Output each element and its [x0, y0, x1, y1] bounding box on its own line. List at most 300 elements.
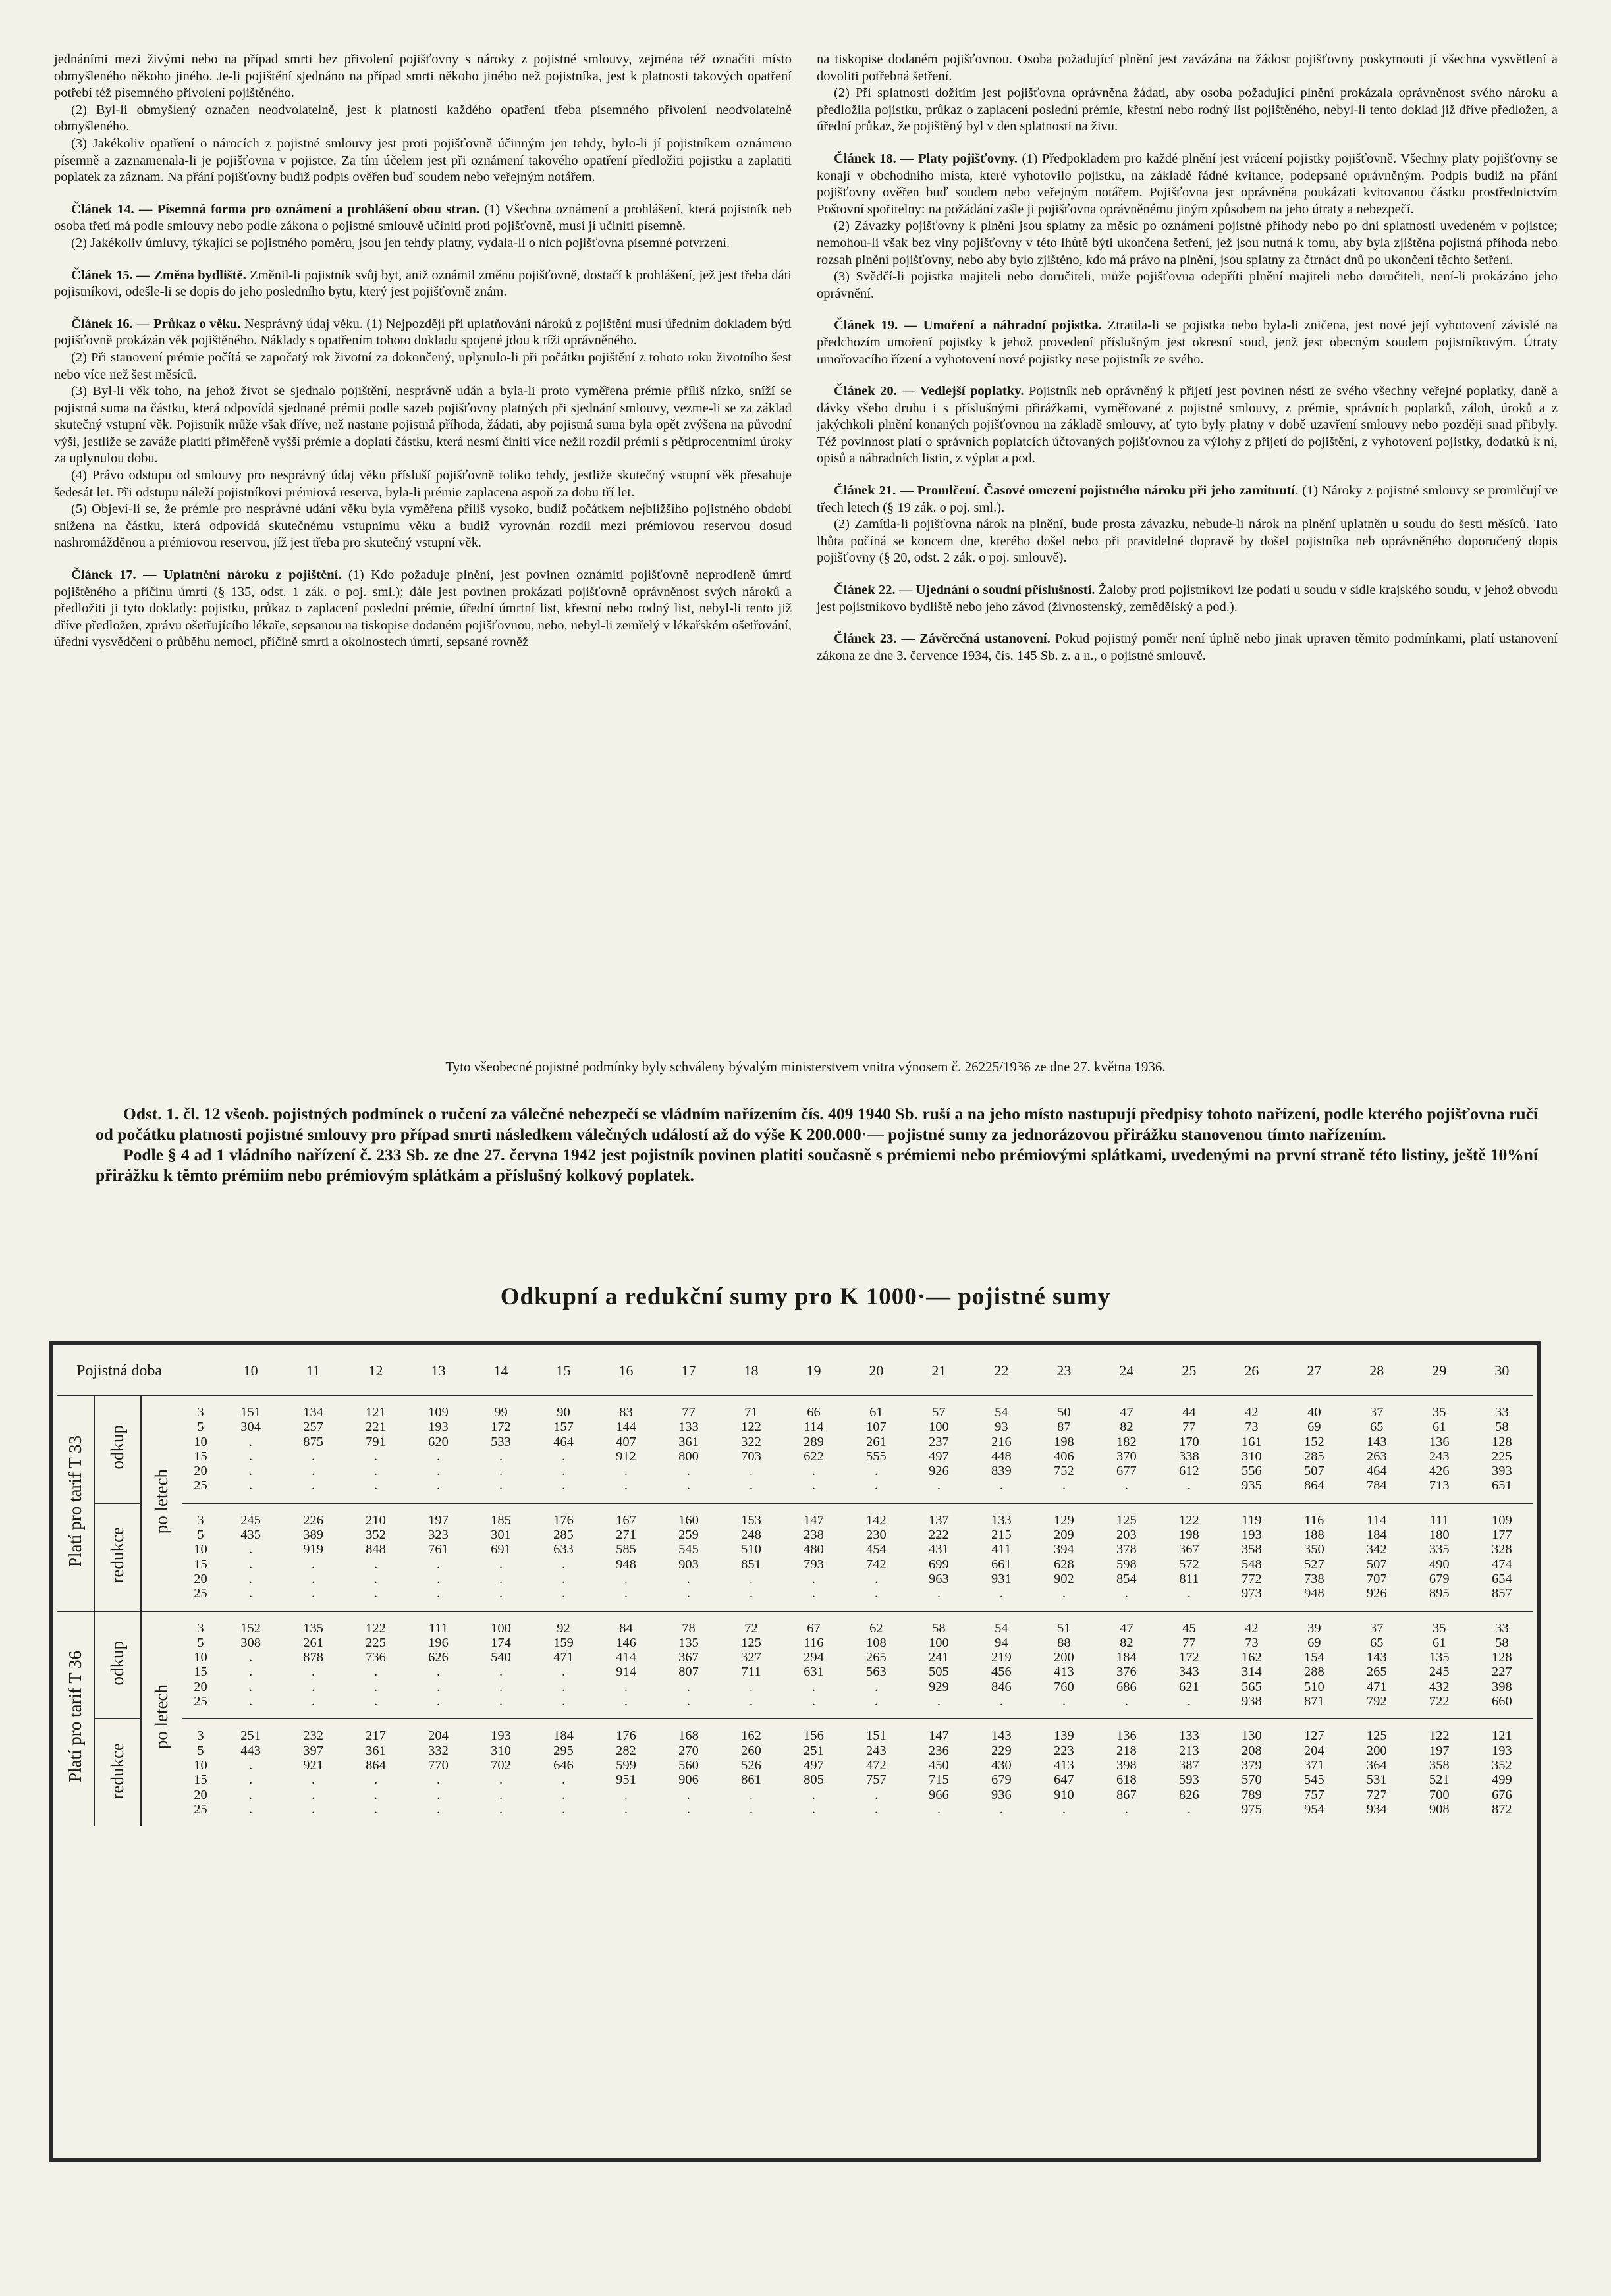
paragraph-text: (1) Nároky z pojistné smlouvy se promlčují ve třech letech (§ 19 zák. o poj. sml.).	[817, 483, 1558, 515]
value: 116	[804, 1635, 824, 1650]
value: 848	[366, 1542, 386, 1557]
value-cell	[1346, 1719, 1408, 1826]
value: .	[561, 1802, 566, 1817]
value: 301	[491, 1528, 511, 1543]
value: 310	[491, 1743, 511, 1758]
value: 58	[1495, 1635, 1509, 1650]
value: .	[1062, 1478, 1066, 1493]
value: 204	[1303, 1743, 1324, 1758]
value: 599	[616, 1757, 636, 1773]
value: 906	[678, 1773, 699, 1788]
value: .	[249, 1773, 253, 1788]
value-cell	[282, 1503, 344, 1611]
value: 770	[428, 1757, 449, 1773]
value: .	[999, 1478, 1003, 1493]
value: 951	[616, 1773, 636, 1788]
value: 361	[366, 1743, 386, 1758]
value: 772	[1241, 1571, 1262, 1586]
value: 676	[1492, 1787, 1512, 1802]
value: 464	[553, 1434, 574, 1449]
value: 791	[366, 1434, 386, 1449]
duration-header-cell: 11	[282, 1347, 344, 1395]
value: 73	[1245, 1635, 1259, 1650]
year-value: 25	[194, 1478, 207, 1493]
value: 464	[1366, 1464, 1387, 1479]
value-cell	[1283, 1719, 1346, 1826]
value: 152	[240, 1620, 261, 1636]
article-heading: Článek 14. — Písemná forma pro oznámení a prohlášení obou stran.	[71, 201, 479, 217]
value: .	[499, 1464, 503, 1479]
value: 42	[1245, 1405, 1259, 1420]
value: 128	[1492, 1434, 1512, 1449]
value: .	[999, 1586, 1003, 1601]
value: .	[1124, 1694, 1128, 1709]
value: .	[436, 1571, 441, 1586]
value: 78	[682, 1620, 696, 1636]
value: 73	[1245, 1420, 1259, 1435]
value: .	[312, 1478, 315, 1493]
value: 727	[1366, 1787, 1387, 1802]
value: 50	[1057, 1405, 1071, 1420]
value: 72	[744, 1620, 758, 1636]
value: 526	[741, 1757, 761, 1773]
value: 431	[929, 1542, 949, 1557]
value: 826	[1178, 1787, 1199, 1802]
year-value: 10	[194, 1434, 207, 1449]
value: .	[999, 1694, 1003, 1709]
value: 37	[1370, 1405, 1384, 1420]
value: 229	[991, 1743, 1012, 1758]
value: 352	[1492, 1757, 1512, 1773]
value: 335	[1429, 1542, 1450, 1557]
duration-header-cell: 29	[1408, 1347, 1471, 1395]
value: 200	[1054, 1650, 1074, 1665]
year-value: 20	[194, 1464, 207, 1479]
value: 935	[1241, 1478, 1262, 1493]
article-heading: Článek 23. — Závěrečná ustanovení.	[834, 631, 1051, 647]
value-cell	[970, 1395, 1033, 1503]
value: .	[373, 1449, 378, 1464]
value: 180	[1429, 1528, 1450, 1543]
value: 800	[678, 1449, 699, 1464]
value: .	[561, 1478, 566, 1493]
duration-header-cell: 13	[407, 1347, 470, 1395]
value: 122	[741, 1420, 761, 1435]
value-cell	[344, 1395, 407, 1503]
value: .	[874, 1787, 878, 1802]
value-cell	[595, 1503, 657, 1611]
value: .	[499, 1679, 503, 1694]
value: 135	[1429, 1650, 1450, 1665]
value: 107	[866, 1420, 887, 1435]
value-cell	[1283, 1395, 1346, 1503]
value: 443	[240, 1743, 261, 1758]
value: 490	[1429, 1557, 1450, 1572]
value: 219	[991, 1650, 1012, 1665]
value-cell	[1033, 1395, 1095, 1503]
value: .	[436, 1802, 441, 1817]
value: 474	[1492, 1557, 1512, 1572]
value: 87	[1057, 1420, 1071, 1435]
value: 263	[1366, 1449, 1387, 1464]
value: 878	[303, 1650, 323, 1665]
value: 288	[1303, 1665, 1324, 1680]
value: 686	[1116, 1679, 1137, 1694]
value: .	[686, 1802, 691, 1817]
value: .	[749, 1679, 753, 1694]
value: 742	[866, 1557, 887, 1572]
duration-header-cell: 15	[532, 1347, 595, 1395]
value: .	[436, 1787, 441, 1802]
value: 251	[804, 1743, 824, 1758]
value-cell	[532, 1719, 595, 1826]
value: 100	[929, 1635, 949, 1650]
value: .	[312, 1464, 315, 1479]
paragraph-text: Ztratila-li se pojistka nebo byla-li zničena, jest nové její vyhotovení závislé na předchozím umoření pojistky k jehož provedení příslušným jest okresní soud, jenž jest obecným soudem pojistníkovým. Útraty umořovacího řízení a vyhotovení nové pojistky nese pojistník ze svého.	[817, 318, 1558, 367]
article-paragraph	[817, 383, 1558, 467]
value: 864	[1303, 1478, 1324, 1493]
value: 77	[1182, 1635, 1196, 1650]
value: .	[249, 1449, 253, 1464]
value: 151	[240, 1405, 261, 1420]
value: .	[686, 1679, 691, 1694]
value: 343	[1178, 1665, 1199, 1680]
value-cell	[470, 1503, 532, 1611]
value-cell	[970, 1611, 1033, 1719]
value: 398	[1116, 1757, 1137, 1773]
value: 327	[741, 1650, 761, 1665]
value-cell	[1220, 1719, 1283, 1826]
year-value: 25	[194, 1586, 207, 1601]
value: 432	[1429, 1679, 1450, 1694]
value: 548	[1241, 1557, 1262, 1572]
value: 114	[804, 1420, 824, 1435]
year-value: 10	[194, 1650, 207, 1665]
value: 62	[869, 1620, 883, 1636]
value: 133	[678, 1420, 699, 1435]
value: 565	[1241, 1679, 1262, 1694]
value: .	[561, 1449, 566, 1464]
value: 677	[1116, 1464, 1137, 1479]
duration-header-cell: 25	[1158, 1347, 1220, 1395]
value-cell	[219, 1395, 282, 1503]
value: .	[436, 1679, 441, 1694]
value-cell	[470, 1719, 532, 1826]
value: .	[811, 1464, 815, 1479]
paragraph-text: Žaloby proti pojistníkovi lze podati u soudu v sídle krajského soudu, v jehož obvodu jest pojistníkovo bydliště nebo jeho závod (živnostenský, zemědělský a pod.).	[817, 583, 1558, 614]
value: 67	[807, 1620, 821, 1636]
value: 398	[1492, 1679, 1512, 1694]
value: .	[249, 1542, 253, 1557]
article-heading: Článek 16. — Průkaz o věku.	[71, 316, 241, 331]
value: 394	[1054, 1542, 1074, 1557]
value: 47	[1120, 1620, 1133, 1636]
value: 510	[1303, 1679, 1324, 1694]
value: 757	[866, 1773, 887, 1788]
value: .	[624, 1787, 628, 1802]
value: 314	[1241, 1665, 1262, 1680]
value: 598	[1116, 1557, 1137, 1572]
paragraph-text: (2) Byl-li obmyšlený označen neodvolatelně, jest k platnosti každého opatření třeba písemného přivolení neodvolatelně obmyšleného.	[54, 102, 792, 134]
value: 238	[804, 1528, 824, 1543]
value: 47	[1120, 1405, 1133, 1420]
value: 82	[1120, 1420, 1133, 1435]
value: .	[249, 1787, 253, 1802]
table-title: Odkupní a redukční sumy pro K 1000·— pojistné sumy	[500, 1283, 1111, 1310]
value: .	[436, 1694, 441, 1709]
duration-header-cell: 30	[1471, 1347, 1533, 1395]
value: 77	[682, 1405, 696, 1420]
value-cell	[1471, 1719, 1533, 1826]
value-cell	[657, 1395, 720, 1503]
value: 84	[619, 1620, 633, 1636]
value: 184	[1366, 1528, 1387, 1543]
value-cell	[470, 1611, 532, 1719]
value: .	[249, 1464, 253, 1479]
value: .	[436, 1464, 441, 1479]
value-cell	[470, 1395, 532, 1503]
value: 871	[1303, 1694, 1324, 1709]
value: 654	[1492, 1571, 1512, 1586]
article-paragraph	[54, 201, 792, 235]
duration-header-label: Pojistná doba	[57, 1347, 219, 1395]
paragraph-text: (2) Při splatnosti dožitím jest pojišťovna oprávněna žádati, aby osoba požadující plnění prokázala oprávněnost svého nároku a předložila pojistku, průkaz o zaplacení poslední prémie, křestní nebo rodný list pojištěného, nebyl-li tento doklad již dříve předložen, a úřední průkaz, že pojištěný byl v den splatnosti na živu.	[817, 86, 1558, 134]
year-value: 25	[194, 1802, 207, 1817]
paragraph	[54, 51, 792, 102]
value: 170	[1178, 1434, 1199, 1449]
value: 204	[428, 1728, 449, 1744]
value: 130	[1241, 1728, 1262, 1744]
value: .	[937, 1694, 941, 1709]
value-cell	[657, 1719, 720, 1826]
value-cell	[1095, 1611, 1158, 1719]
value: .	[312, 1787, 315, 1802]
value: 378	[1116, 1542, 1137, 1557]
article-paragraph	[817, 631, 1558, 664]
value: 154	[1303, 1650, 1324, 1665]
value: 926	[929, 1464, 949, 1479]
value: .	[249, 1434, 253, 1449]
value: 282	[616, 1743, 636, 1758]
value: 854	[1116, 1571, 1137, 1586]
value-cell	[407, 1611, 470, 1719]
value: 65	[1370, 1420, 1384, 1435]
value-cell	[219, 1503, 282, 1611]
value: 225	[1492, 1449, 1512, 1464]
value-cell	[1220, 1611, 1283, 1719]
value: .	[561, 1694, 566, 1709]
value-cell	[1033, 1719, 1095, 1826]
block-label-cell	[94, 1719, 140, 1826]
value: 358	[1241, 1542, 1262, 1557]
value: .	[686, 1586, 691, 1601]
value: 846	[991, 1679, 1012, 1694]
value: .	[312, 1571, 315, 1586]
value: 54	[995, 1620, 1008, 1636]
value: 198	[1178, 1528, 1199, 1543]
value: .	[249, 1802, 253, 1817]
value-cell	[782, 1611, 845, 1719]
value: 109	[428, 1405, 449, 1420]
value: 497	[804, 1757, 824, 1773]
value: 555	[866, 1449, 887, 1464]
article-paragraph	[54, 567, 792, 651]
war-risk-notice	[96, 1104, 1538, 1185]
value: 57	[932, 1405, 946, 1420]
value: 37	[1370, 1620, 1384, 1636]
value: 713	[1429, 1478, 1450, 1493]
value-cell	[1346, 1395, 1408, 1503]
year-value: 15	[194, 1665, 207, 1680]
value: 867	[1116, 1787, 1137, 1802]
value: 271	[616, 1528, 636, 1543]
value: 902	[1054, 1571, 1074, 1586]
block-label: odkup	[107, 1640, 127, 1686]
notice-paragraph: Odst. 1. čl. 12 všeob. pojistných podmínek o ručení za válečné nebezpečí se vládním nařízením čís. 409 1940 Sb. ruší a na jeho místo nastupují předpisy tohoto nařízení, podle kterého pojišťovna ručí od počátku platnosti pojistné smlouvy pro případ smrti následkem válečných událostí až do výše K 200.000·— pojistné sumy za jednorázovou přirážku stanovenou tímto nařízením.	[96, 1104, 1538, 1144]
value: 342	[1366, 1542, 1387, 1557]
value: 322	[741, 1434, 761, 1449]
years-label: po letech	[151, 1468, 171, 1534]
value: 647	[1054, 1773, 1074, 1788]
value: 715	[929, 1773, 949, 1788]
value: 593	[1178, 1773, 1199, 1788]
table-header-row	[57, 1347, 1533, 1395]
value: 193	[1492, 1743, 1512, 1758]
value: .	[249, 1571, 253, 1586]
value: 361	[678, 1434, 699, 1449]
value: 931	[991, 1571, 1012, 1586]
value: 82	[1120, 1635, 1133, 1650]
value: 125	[741, 1635, 761, 1650]
value-cell	[1095, 1395, 1158, 1503]
value-cell	[282, 1395, 344, 1503]
value: 545	[678, 1542, 699, 1557]
value-cell	[908, 1395, 970, 1503]
value: .	[561, 1679, 566, 1694]
value-cell	[344, 1503, 407, 1611]
years-label-cell	[141, 1611, 182, 1827]
value: 114	[1367, 1512, 1387, 1528]
value-cell	[1033, 1611, 1095, 1719]
paragraph	[54, 235, 792, 252]
value: .	[499, 1557, 503, 1572]
value: 285	[553, 1528, 574, 1543]
value: 136	[1429, 1434, 1450, 1449]
value: .	[811, 1787, 815, 1802]
year-value: 20	[194, 1787, 207, 1802]
value: 61	[869, 1405, 883, 1420]
block-label: redukce	[107, 1526, 127, 1584]
value: 119	[1242, 1512, 1262, 1528]
value: .	[373, 1665, 378, 1680]
value: 691	[491, 1542, 511, 1557]
value: 707	[1366, 1571, 1387, 1586]
value: 679	[1429, 1571, 1450, 1586]
value: .	[499, 1665, 503, 1680]
value: 168	[678, 1728, 699, 1744]
value: 217	[366, 1728, 386, 1744]
value: 505	[929, 1665, 949, 1680]
value: .	[874, 1464, 878, 1479]
value-cell	[532, 1395, 595, 1503]
paragraph-text: Nesprávný údaj věku. (1) Nejpozději při uplatňování nároků z pojištění musí úředním dokladem býti pojišťovně prokázán věk pojištěného. Náklady s opatřením tohoto dokladu spojené jdou k tíži oprávněného.	[54, 316, 792, 348]
paragraph	[817, 269, 1558, 302]
value: 370	[1116, 1449, 1137, 1464]
value: 912	[616, 1449, 636, 1464]
value: .	[561, 1586, 566, 1601]
value: .	[811, 1679, 815, 1694]
value: .	[1062, 1802, 1066, 1817]
paragraph-text: (2) Jakékoliv úmluvy, týkající se pojistného poměru, jsou jen tehdy platny, vydala-li o nich pojišťovna písemné potvrzení.	[71, 235, 730, 250]
value: 397	[303, 1743, 323, 1758]
value: 172	[491, 1420, 511, 1435]
value: .	[811, 1802, 815, 1817]
duration-header-cell: 26	[1220, 1347, 1283, 1395]
value: 193	[491, 1728, 511, 1744]
value: 387	[1178, 1757, 1199, 1773]
value: .	[1187, 1586, 1191, 1601]
value: 261	[866, 1434, 887, 1449]
value: .	[373, 1694, 378, 1709]
value: .	[249, 1665, 253, 1680]
value: .	[373, 1557, 378, 1572]
value: 111	[428, 1620, 449, 1636]
value: 570	[1241, 1773, 1262, 1788]
value: 143	[1366, 1434, 1387, 1449]
value-cell	[1408, 1395, 1471, 1503]
value: 851	[741, 1557, 761, 1572]
value: .	[937, 1802, 941, 1817]
value: .	[249, 1679, 253, 1694]
duration-header-cell: 16	[595, 1347, 657, 1395]
value: 633	[553, 1542, 574, 1557]
value: 167	[616, 1512, 636, 1528]
year-value: 15	[194, 1557, 207, 1572]
value: 792	[1366, 1694, 1387, 1709]
value: .	[1062, 1694, 1066, 1709]
left-text-column	[54, 51, 792, 651]
value: 137	[929, 1512, 949, 1528]
value: 352	[366, 1528, 386, 1543]
duration-header-cell: 10	[219, 1347, 282, 1395]
paragraph	[817, 218, 1558, 269]
value: .	[436, 1449, 441, 1464]
value: 260	[741, 1743, 761, 1758]
article-paragraph	[54, 316, 792, 350]
value: 147	[929, 1728, 949, 1744]
value: 857	[1492, 1586, 1512, 1601]
value: 556	[1241, 1464, 1262, 1479]
value: 133	[1178, 1728, 1199, 1744]
value: .	[874, 1694, 878, 1709]
paragraph-text: (1) Předpokladem pro každé plnění jest vrácení pojistky pojišťovně. Všechny platy pojišťovny se konají v obchodního místa, které vyhotovilo pojistku, na základě řádné kvitance, podepsané oprávněným. Podpis budiž na přání pojišťovny ověřen buď soudem nebo veřejným notářem. Pojišťovna jest oprávněna poukázati kvitovanou částku prostřednictvím Poštovní spořitelny: na požádání zašle ji pojišťovna oprávněnému jiným způsobem na jeho útraty a nebezpečí.	[817, 151, 1558, 217]
value: 938	[1241, 1694, 1262, 1709]
value: 134	[303, 1405, 323, 1420]
value: 560	[678, 1757, 699, 1773]
value: 135	[678, 1635, 699, 1650]
paragraph	[817, 516, 1558, 567]
duration-header-cell: 12	[344, 1347, 407, 1395]
value: 661	[991, 1557, 1012, 1572]
value: 621	[1178, 1679, 1199, 1694]
value: 472	[866, 1757, 887, 1773]
value: 77	[1182, 1420, 1196, 1435]
value: 413	[1054, 1757, 1074, 1773]
value: 450	[929, 1757, 949, 1773]
value: 973	[1241, 1586, 1262, 1601]
value: 908	[1429, 1802, 1450, 1817]
value: 376	[1116, 1665, 1137, 1680]
